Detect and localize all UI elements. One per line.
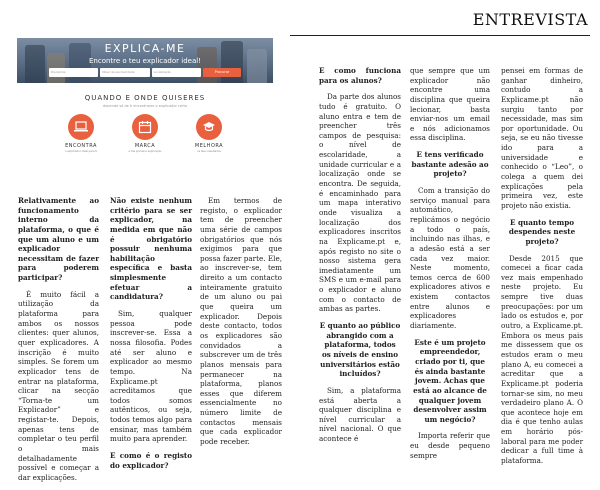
- answer-young-entrepreneur-end: pensei em formas de ganhar dinheiro, contudo a Explicame.pt não surgiu tanto por necessidade, mas sim por oportunidade. Ou seja, se eu não tivesse ido para a universidade e conhecido o “Leo”, o colega a quem dei explicações pela primeira vez, este projeto não existia.: [501, 66, 583, 210]
- search-bar: [49, 68, 241, 77]
- article-column-3: [200, 196, 282, 454]
- question-tutor-criteria: Não existe nenhum critério para se ser explicador, na medida em que não é obrigatório possuir nenhuma habilitação específica e basta simplesmente efetuar a candidatura?: [110, 196, 192, 302]
- how-it-works-subtitle: depende só de ti encontrares o explicador certo: [102, 104, 188, 108]
- answer-audience-start: Sim, a plataforma está aberta a qualquer disciplina e nível curricular a nível nacional. O que acontece é: [319, 385, 401, 444]
- step-find-desc: o explicador ideal para ti: [64, 150, 98, 153]
- hero-banner: [17, 38, 273, 83]
- how-it-works-title: QUANDO E ONDE QUISERES: [84, 94, 206, 102]
- article-column-2: [110, 196, 192, 477]
- question-tutor-registration: E como é o registo do explicador?: [110, 451, 192, 470]
- step-find-label: ENCONTRA: [65, 143, 97, 149]
- step-improve-desc: os teus resultados: [197, 150, 221, 153]
- step-improve-badge: [196, 114, 222, 140]
- article-column-6: [501, 66, 583, 473]
- question-time-spent: E quanto tempo despendes neste projeto?: [508, 217, 576, 246]
- search-field-location[interactable]: Localização: [152, 68, 201, 77]
- answer-tutor-registration: Em termos de registo, o explicador tem de preencher uma série de campos obrigatórios que nós exigimos para que possa fazer parte. Ele, ao inscrever-se, tem direito a um contacto inteiramente gratuito de um aluno ou pai que queira um explicador. Depois deste contacto, todos os explicadores são convidados a subscrever um de três planos mensais para permanecer na plataforma, planos esses que diferem essencialmente no número limite de contactos mensais que cada explicador pode receber.: [200, 196, 282, 447]
- section-title: ENTREVISTA: [472, 10, 588, 29]
- question-audience: E quanto ao público abrangido com a plataforma, todos os níveis de ensino universitários estão incluídos?: [319, 321, 401, 379]
- calendar-icon: [138, 120, 152, 134]
- step-book: [115, 114, 175, 153]
- search-button[interactable]: Procurar: [203, 68, 241, 77]
- answer-students: Da parte dos alunos tudo é gratuito. O aluno entra e tem de preencher três campos de pesquisa: o nível de escolaridade, a unidade curricular e a localização onde se encontra. De seguida, é encaminhado para um mapa interativo onde visualiza a localização dos explicadores inscritos na Explicame.pt e, após registo no site o nosso sistema gera imediatamente um SMS e um e-mail para o explicador e aluno com o contacto de ambas as partes.: [319, 92, 401, 314]
- search-field-subject[interactable]: Disciplina: [49, 68, 98, 77]
- header-divider: [290, 35, 590, 36]
- question-platform-functioning: Relativamente ao funcionamento interno da plataforma, o que é que um aluno e um explicador necessitam de fazer para poderem participar?: [18, 196, 99, 283]
- answer-tutor-criteria: Sim, qualquer pessoa pode inscrever-se. Essa a nossa filosofia. Podes até ser aluno e explicador ao mesmo tempo. Na Explicame.pt acreditamos que todos somos autênticos, ou seja, todos temos algo para ensinar, mas também muito para aprender.: [110, 309, 192, 444]
- question-adhesion: E tens verificado bastante adesão ao projeto?: [411, 150, 489, 179]
- step-book-desc: a tua primeira explicação: [128, 150, 162, 153]
- step-book-badge: [132, 114, 158, 140]
- answer-time-spent: Desde 2015 que comecei a ficar cada vez mais empenhado neste projeto. Eu sempre tive duas preocupações: por um lado os estudos e, por outro, a Explicame.pt. Embora os meus pais me dissessem que os estudos eram o meu plano A, eu comecei a acreditar que a Explicame.pt poderia tornar-se sim, no meu verdadeiro plano A. O que acontece hoje em dia é que tenho aulas em horário pós-laboral para me poder dedicar a full time à plataforma.: [501, 253, 583, 465]
- step-find: [51, 114, 111, 153]
- search-field-level[interactable]: Nível de escolaridade: [100, 68, 149, 77]
- site-brand: EXPLICA-ME: [104, 42, 186, 55]
- question-young-entrepreneur: Este é um projeto empreendedor, criado por ti, que és ainda bastante jovem. Achas que está ao alcance de qualquer jovem desenvolver assim um negócio?: [413, 337, 487, 424]
- graduation-cap-icon: [202, 120, 216, 134]
- answer-adhesion: Com a transição do serviço manual para automático, replicámos o negócio a todo o país, incluindo nas ilhas, e a adesão está a ser cada vez maior. Neste momento, temos cerca de 600 explicadores ativos e existem contactos entre alunos e explicadores diariamente.: [410, 186, 490, 331]
- laptop-icon: [74, 120, 88, 134]
- website-screenshot: [17, 38, 273, 190]
- site-tagline: Encontre o teu explicador ideal!: [88, 57, 201, 65]
- answer-audience-end: que sempre que um explicador não encontre uma disciplina que queira lecionar, basta enviar-nos um email e nós adicionamos essa disciplina.: [410, 66, 490, 143]
- article-column-1: [18, 196, 99, 490]
- step-improve: [179, 114, 239, 153]
- article-column-4: [319, 66, 401, 451]
- step-improve-label: MELHORA: [194, 143, 224, 149]
- step-book-label: MARCA: [134, 143, 156, 149]
- step-find-badge: [68, 114, 94, 140]
- article-column-5: [410, 66, 490, 467]
- answer-platform-functioning: É muito fácil a utilização da plataforma para ambos os nossos clientes: quer alunos, quer explicadores. A inscrição é muito simples. Se forem um explicador tens de entrar na plataforma, clicar na secção “Torna-te um Explicador” e registar-te. Depois, apenas tens de completar o teu perfil o mais detalhadamente possível e começar a dar explicações.: [18, 289, 99, 482]
- answer-young-entrepreneur-start: Importa referir que eu desde pequeno sempre: [410, 431, 490, 460]
- question-students: E como funciona para os alunos?: [319, 66, 401, 85]
